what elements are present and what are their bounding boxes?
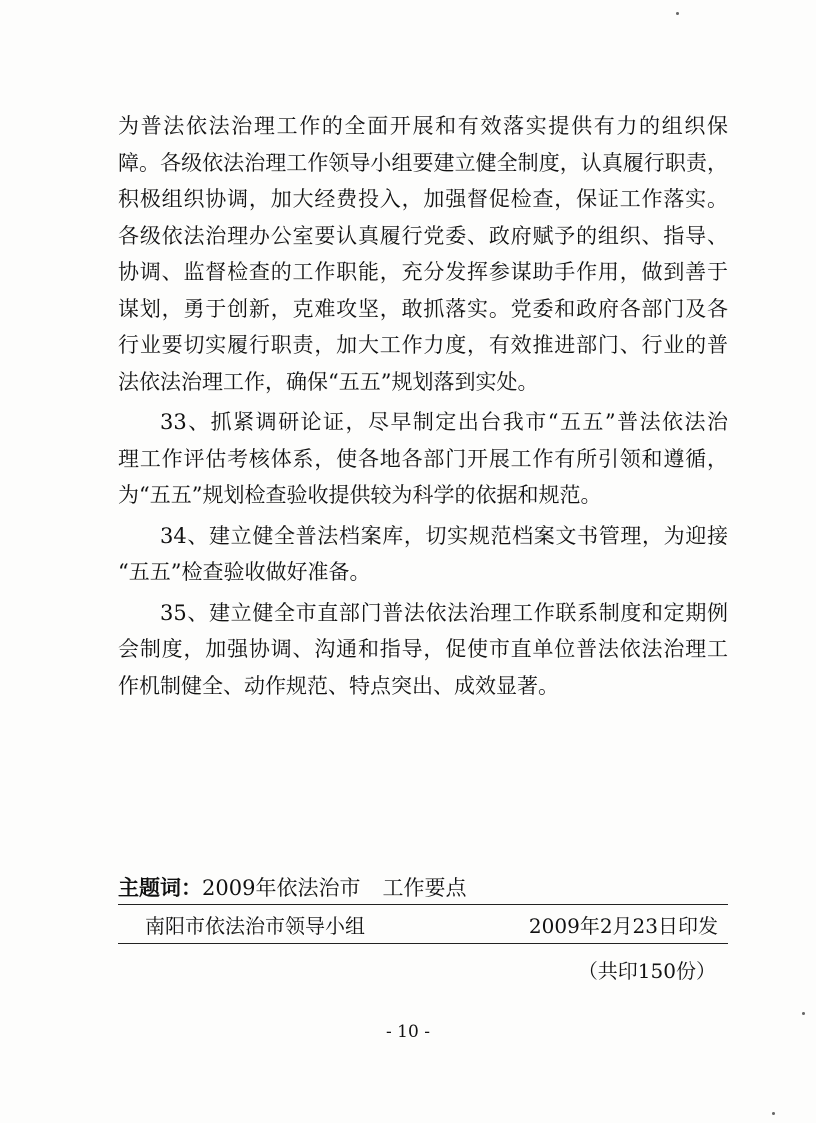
text-line: 会制度，加强协调、沟通和指导，促使市直单位普法依法治理工: [118, 637, 728, 661]
scan-speck: [676, 12, 679, 15]
text-line: 理工作评估考核体系，使各地各部门开展工作有所引领和遵循，: [118, 446, 728, 471]
text-line: 法依法治理工作，确保“五五”规划落到实处。: [118, 369, 539, 394]
page-number: - 10 -: [386, 1022, 430, 1042]
print-copies: （共印150份）: [577, 959, 716, 983]
text-line: 谋划，勇于创新，克难攻坚，敢抓落实。党委和政府各部门及各: [118, 296, 728, 321]
keyword: 工作要点: [382, 876, 467, 900]
text-line: 障。各级依法治理工作领导小组要建立健全制度，认真履行职责，: [118, 150, 728, 175]
text-line: 作机制健全、动作规范、特点突出、成效显著。: [118, 673, 559, 698]
keywords-label: 主题词：: [118, 876, 202, 900]
paragraph-35: [118, 595, 728, 705]
text-line: 为“五五”规划检查验收提供较为科学的依据和规范。: [118, 483, 602, 507]
text-line: 各级依法治理办公室要认真履行党委、政府赋予的组织、指导、: [118, 223, 728, 248]
scan-speck: [802, 1012, 805, 1015]
text-line: 35、建立健全市直部门普法依法治理工作联系制度和定期例: [160, 600, 728, 625]
issuing-organization: 南阳市依法治市领导小组: [145, 914, 365, 938]
paragraph-34: [118, 518, 728, 591]
body-text: [118, 108, 728, 704]
paragraph: [118, 108, 728, 400]
divider-line: [118, 904, 728, 905]
text-line: 协调、监督检查的工作职能，充分发挥参谋助手作用，做到善于: [118, 260, 728, 284]
issue-date: 2009年2月23日印发: [528, 914, 718, 938]
text-line: “五五”检查验收做好准备。: [118, 560, 371, 584]
divider-line: [118, 943, 728, 944]
subject-keywords: [118, 872, 466, 902]
paragraph-33: [118, 404, 728, 514]
text-line: 34、建立健全普法档案库，切实规范档案文书管理，为迎接: [160, 523, 728, 548]
keyword: 2009年依法治市: [202, 876, 361, 900]
text-line: 为普法依法治理工作的全面开展和有效落实提供有力的组织保: [118, 114, 728, 138]
text-line: 行业要切实履行职责，加大工作力度，有效推进部门、行业的普: [118, 333, 728, 357]
text-line: 33、抓紧调研论证，尽早制定出台我市“五五”普法依法治: [160, 410, 728, 434]
scan-speck: [772, 1112, 775, 1115]
text-line: 积极组织协调，加大经费投入，加强督促检查，保证工作落实。: [118, 187, 728, 211]
